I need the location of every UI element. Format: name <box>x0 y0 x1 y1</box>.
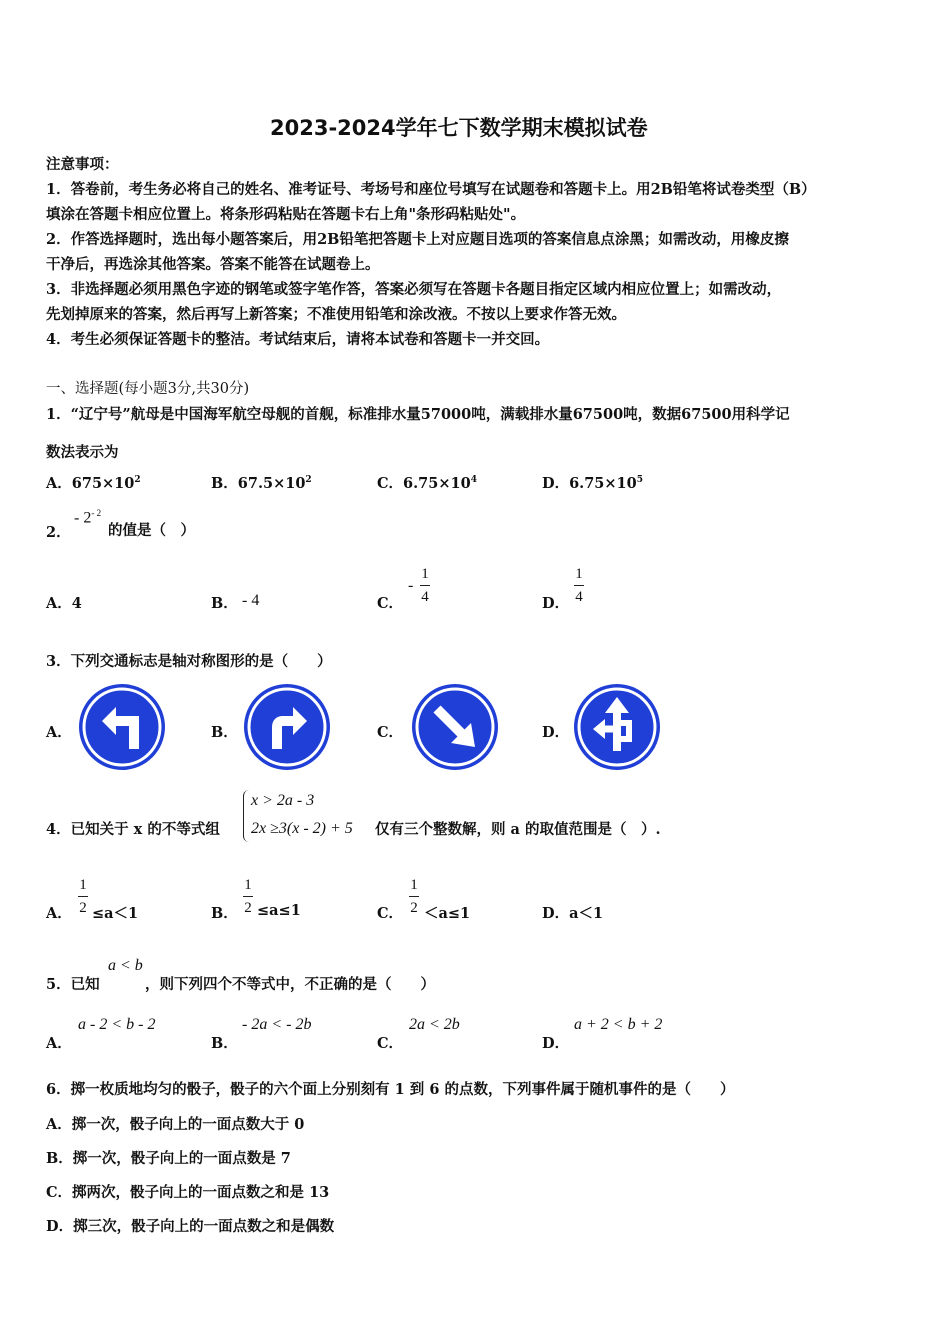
q6-option-b: B．掷一次，骰子向上的一面点数是 7 <box>46 1150 291 1167</box>
q4-option-c-label: C． <box>377 905 404 922</box>
q2-stem: 的值是（ ） <box>108 522 195 539</box>
page-title: 2023-2024学年七下数学期末模拟试卷 <box>270 116 648 140</box>
q5-option-c-label: C． <box>377 1035 404 1052</box>
q2-option-c-label: C． <box>377 595 404 612</box>
q1-option-b: B．$67.5\times 10^2$ <box>211 475 312 492</box>
notice-line: 先划掉原来的答案，然后再写上新答案；不准使用铅笔和涂改液。不按以上要求作答无效。 <box>46 306 626 323</box>
q5-option-b-expr: - 2a < - 2b <box>242 1016 312 1033</box>
q4-stem-pre: 4．已知关于 x 的不等式组 <box>46 821 220 838</box>
q2-option-d-fraction: 1 4 <box>575 566 583 605</box>
q1-option-a: A．$675\times 10^2$ <box>46 475 141 492</box>
q1-option-c: C．$6.75\times 10^4$ <box>377 475 477 492</box>
q2-number: 2． <box>46 524 71 541</box>
q2-option-b-label: B． <box>211 595 238 612</box>
q4-inequality-2: 2x ≥3(x - 2) + 5 <box>251 820 353 837</box>
q6-option-c: C．掷两次，骰子向上的一面点数之和是 13 <box>46 1184 330 1201</box>
q2-option-b-value: - 4 <box>242 592 260 609</box>
notice-line: 填涂在答题卡相应位置上。将条形码粘贴在答题卡右上角"条形码粘贴处"。 <box>46 206 526 223</box>
q4-option-c-rest: ＜a≤1 <box>424 905 471 922</box>
q4-system-brace <box>243 790 250 842</box>
notice-line: 3．非选择题必须用黑色字迹的钢笔或签字笔作答，答案必须写在答题卡各题目指定区域内相应位置上；如需改动， <box>46 281 782 298</box>
turn-right-sign-icon <box>243 683 331 771</box>
notice-line: 干净后，再选涂其他答案。答案不能答在试题卷上。 <box>46 256 380 273</box>
q3-stem: 3．下列交通标志是轴对称图形的是（ ） <box>46 653 332 670</box>
notice-line: 4．考生必须保证答题卡的整洁。考试结束后，请将本试卷和答题卡一并交回。 <box>46 331 550 348</box>
q1-stem: 1．“辽宁号”航母是中国海军航空母舰的首舰，标准排水量57000吨，满载排水量67500吨，数据67500用科学记 <box>46 406 790 423</box>
q2-option-c-sign: - <box>408 577 414 594</box>
q5-number: 5．已知 <box>46 976 100 993</box>
q1-option-d: D．$6.75\times 10^5$ <box>542 475 643 492</box>
q3-option-b-label: B． <box>211 724 238 741</box>
q4-option-a-rest: ≤a＜1 <box>92 905 139 922</box>
q5-condition: a < b <box>108 957 143 974</box>
section-heading: 一、选择题(每小题3分,共30分) <box>46 381 250 397</box>
q5-stem: ，则下列四个不等式中，不正确的是（ ） <box>145 976 435 993</box>
q3-option-a-label: A． <box>46 724 72 741</box>
q5-option-c-expr: 2a < 2b <box>409 1016 460 1033</box>
straight-or-left-sign-icon <box>573 683 661 771</box>
q5-option-b-label: B． <box>211 1035 238 1052</box>
q4-option-b-rest: ≤a≤1 <box>257 902 301 919</box>
q3-option-c-label: C． <box>377 724 404 741</box>
notice-heading: 注意事项： <box>46 156 119 173</box>
q4-option-b-fraction: 1 2 <box>244 877 252 916</box>
turn-left-sign-icon <box>78 683 166 771</box>
notice-line: 2．作答选择题时，选出每小题答案后，用2B铅笔把答题卡上对应题目选项的答案信息点涂黑；如需改动，用橡皮擦 <box>46 231 789 248</box>
q5-option-d-label: D． <box>542 1035 570 1052</box>
q4-stem-post: 仅有三个整数解，则 a 的取值范围是（ ）. <box>375 821 661 838</box>
q4-option-d: D．a＜1 <box>542 905 604 922</box>
q4-option-a-label: A． <box>46 905 72 922</box>
q2-option-a: A．4 <box>46 595 82 612</box>
q4-option-c-fraction: 1 2 <box>410 877 418 916</box>
q2-option-d-label: D． <box>542 595 570 612</box>
q5-option-a-label: A． <box>46 1035 72 1052</box>
q5-option-a-expr: a - 2 < b - 2 <box>78 1016 156 1033</box>
q3-option-d-label: D． <box>542 724 570 741</box>
q2-option-c-fraction: 1 4 <box>421 566 429 605</box>
q6-option-d: D．掷三次，骰子向上的一面点数之和是偶数 <box>46 1218 335 1235</box>
q1-stem-cont: 数法表示为 <box>46 444 119 461</box>
q5-option-d-expr: a + 2 < b + 2 <box>574 1016 663 1033</box>
q6-option-a: A．掷一次，骰子向上的一面点数大于 0 <box>46 1116 305 1133</box>
q4-option-a-fraction: 1 2 <box>79 877 87 916</box>
q4-inequality-1: x > 2a - 3 <box>251 792 315 809</box>
q2-expression: - $2^{- 2}$ <box>74 508 102 527</box>
q4-option-b-label: B． <box>211 905 238 922</box>
notice-line: 1．答卷前，考生务必将自己的姓名、准考证号、考场号和座位号填写在试题卷和答题卡上。用2B铅笔将试卷类型（B） <box>46 181 816 198</box>
diagonal-arrow-sign-icon <box>411 683 499 771</box>
q6-stem: 6．掷一枚质地均匀的骰子，骰子的六个面上分别刻有 1 到 6 的点数，下列事件属于随机事件的是（ ） <box>46 1081 735 1098</box>
